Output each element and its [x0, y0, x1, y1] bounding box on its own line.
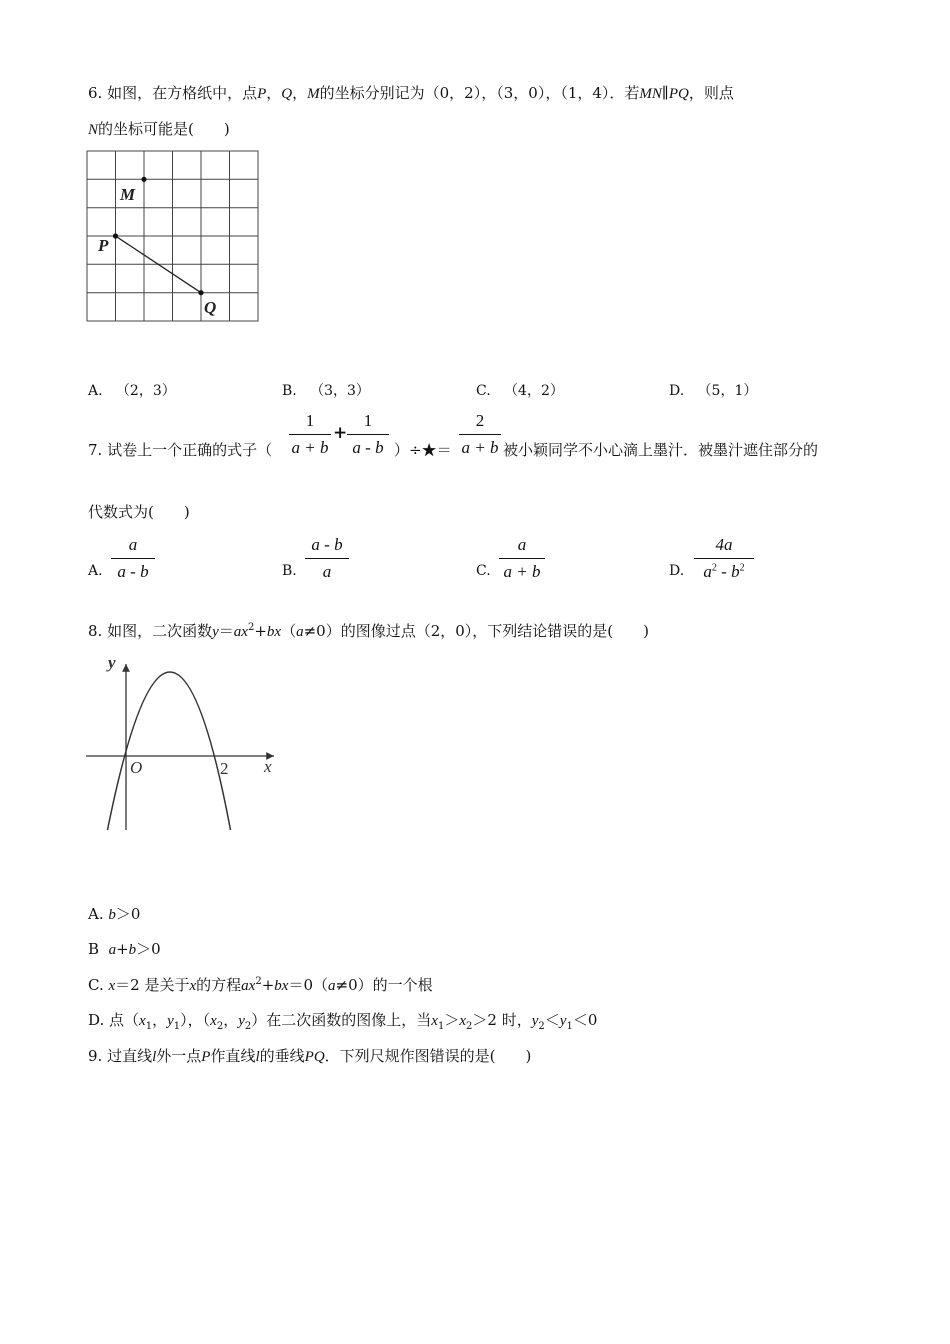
q7-divide-star: ）÷★＝: [394, 441, 452, 459]
label-p: P: [98, 236, 109, 255]
q8-stem: 8. 如图，二次函数$y=ax^2+bx(a\ne 0)$的图像过点（2，0），下列结论错误的是( ): [88, 622, 650, 640]
q7-option-c-letter[interactable]: C.: [476, 563, 491, 579]
q6-grid-figure: [80, 146, 270, 328]
q7-option-b-fraction[interactable]: a - b a: [305, 534, 349, 583]
q7-option-a-fraction[interactable]: a a - b: [111, 534, 155, 583]
q8-option-b[interactable]: B a+b＞0: [88, 940, 161, 958]
q8-option-c[interactable]: C. x＝2 是关于x的方程$ax^2+bx=0(a\ne 0)$的一个根: [88, 976, 433, 994]
q6-option-b[interactable]: B. （3，3）: [282, 383, 370, 399]
q7-option-d-letter[interactable]: D.: [669, 563, 685, 579]
q9-stem: 9. 过直线l外一点P作直线l的垂线PQ．下列尺规作图错误的是( ): [88, 1047, 532, 1065]
q6-stem-line1: 6. 如图，在方格纸中，点P，Q，M的坐标分别记为（0，2），（3，0），（1，4）．若MN∥PQ，则点: [88, 84, 734, 102]
point-m: [141, 177, 146, 182]
q7-fraction-2: 1 a - b: [347, 410, 389, 459]
q7-option-b-letter[interactable]: B.: [282, 563, 297, 579]
q8-option-a[interactable]: A. b＞0: [88, 905, 141, 923]
q7-prefix: 7. 试卷上一个正确的式子（: [88, 441, 273, 459]
label-q: Q: [204, 298, 217, 317]
point-q: [198, 290, 203, 295]
q7-option-c-fraction[interactable]: a a + b: [499, 534, 545, 583]
q7-suffix: 被小颖同学不小心滴上墨汁．被墨汁遮住部分的: [503, 441, 819, 459]
label-x: x: [264, 757, 272, 776]
q7-option-d-fraction[interactable]: 4a $a^2 - b^2$: [694, 534, 754, 583]
label-m: M: [120, 185, 136, 204]
label-origin: O: [130, 758, 143, 777]
q7-plus-sign: +: [333, 423, 348, 443]
q6-option-d[interactable]: D. （5，1）: [669, 383, 758, 399]
q6-option-a[interactable]: A. （2，3）: [88, 383, 176, 399]
q6-option-c[interactable]: C. （4，2）: [476, 383, 564, 399]
q6-stem-line2: N的坐标可能是( ): [88, 120, 230, 138]
q7-stem-line2: 代数式为( ): [88, 503, 190, 521]
q8-parabola-figure: [80, 650, 285, 835]
point-p: [113, 233, 118, 238]
q7-fraction-1: 1 a + b: [289, 410, 331, 459]
label-y: y: [108, 653, 116, 672]
q8-option-d[interactable]: D. 点（$x_1$，$y_1$），（$x_2$，$y_2$）在二次函数的图像上，当$x_1>x_2>2$ 时，$y_2<y_1<0$: [88, 1011, 598, 1032]
q7-option-a-letter[interactable]: A.: [88, 563, 103, 579]
label-two: 2: [220, 759, 229, 778]
q7-fraction-3: 2 a + b: [459, 410, 501, 459]
